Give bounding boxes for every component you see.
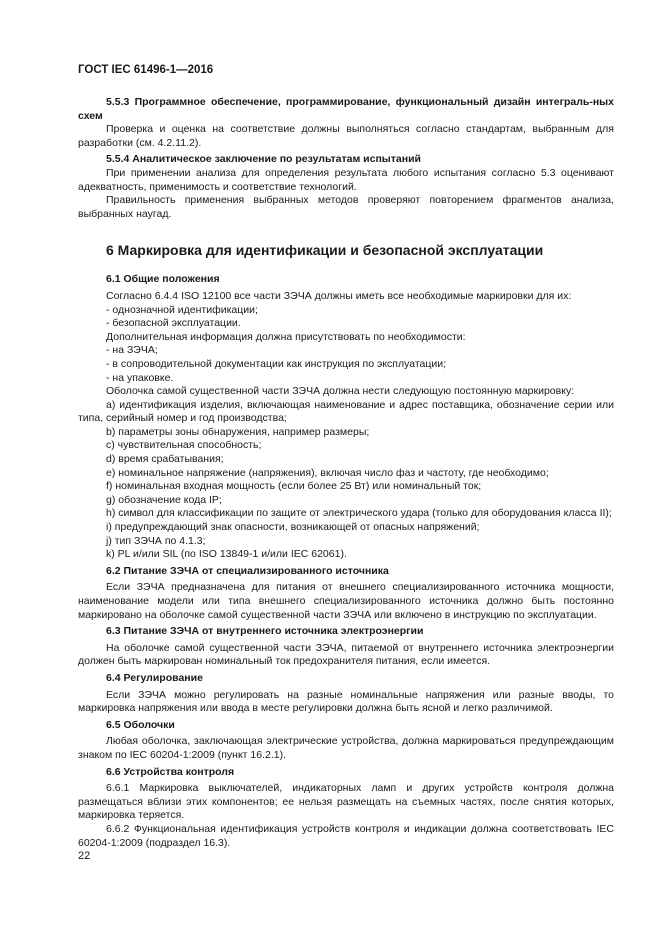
subsection-heading: 6.5 Оболочки xyxy=(106,718,175,731)
document-body xyxy=(78,96,614,850)
subsection-heading: 6.2 Питание ЗЭЧА от специализированного источника xyxy=(106,564,389,577)
paragraph: - на ЗЭЧА; xyxy=(106,344,158,357)
document-header: ГОСТ IEC 61496-1—2016 xyxy=(78,64,214,76)
paragraph: j) тип ЗЭЧА по 4.1.3; xyxy=(106,534,206,547)
subsection-heading: 6.6 Устройства контроля xyxy=(106,765,235,778)
paragraph: Проверка и оценка на соответствие должны выполняться согласно стандартам, выбранным для разработки (см. 4.2.11.2). xyxy=(78,123,614,149)
paragraph: i) предупреждающий знак опасности, возникающей от опасных напряжений; xyxy=(106,521,480,534)
paragraph: e) номинальное напряжение (напряжения), включая число фаз и частоту, где необходимо; xyxy=(106,466,549,479)
subsection-heading: 5.5.4 Аналитическое заключение по результатам испытаний xyxy=(106,153,421,166)
paragraph: - в сопроводительной документации как инструкция по эксплуатации; xyxy=(106,357,447,370)
page-number: 22 xyxy=(78,850,91,862)
paragraph: Если ЗЭЧА можно регулировать на разные номинальные напряжения или разные вводы, то маркировка напряжения или ввода в месте регулировки должна быть ясной и легко различимой. xyxy=(78,688,614,715)
section-heading: 6 Маркировка для идентификации и безопасной эксплуатации xyxy=(106,242,544,259)
paragraph: Любая оболочка, заключающая электрические устройства, должна маркироваться предупреждающим знаком по IEC 60204-1:2009 (пункт 16.2.1). xyxy=(78,735,614,761)
paragraph: 6.6.2 Функциональная идентификация устройств контроля и индикации должна соответствовать IEC 60204-1:2009 (подраздел 16.3). xyxy=(78,822,614,849)
paragraph: b) параметры зоны обнаружения, например размеры; xyxy=(106,425,370,438)
subsection-heading: 6.3 Питание ЗЭЧА от внутреннего источника электроэнергии xyxy=(106,625,424,638)
paragraph: k) PL и/или SIL (по ISO 13849-1 и/или IEC 62061). xyxy=(106,548,347,561)
subsection-heading: 6.4 Регулирование xyxy=(106,671,203,684)
paragraph: На оболочке самой существенной части ЗЭЧА, питаемой от внутреннего источника электроэнергии должен быть маркирован номинальный ток предохранителя питания, если имеется. xyxy=(78,641,614,668)
paragraph: - однозначной идентификации; xyxy=(106,303,258,316)
paragraph: Оболочка самой существенной части ЗЭЧА должна нести следующую постоянную маркировку: xyxy=(106,385,575,398)
paragraph: Согласно 6.4.4 ISO 12100 все части ЗЭЧА должны иметь все необходимые маркировки для их: xyxy=(106,289,572,302)
paragraph: d) время срабатывания; xyxy=(106,453,224,466)
paragraph: f) номинальная входная мощность (если более 25 Вт) или номинальный ток; xyxy=(106,480,482,493)
paragraph: - на упаковке. xyxy=(106,371,174,384)
paragraph: Дополнительная информация должна присутствовать по необходимости: xyxy=(106,330,466,343)
paragraph: - безопасной эксплуатации. xyxy=(106,317,241,330)
paragraph: 6.6.1 Маркировка выключателей, индикаторных ламп и других устройств контроля должна размещаться вблизи этих компонентов; ее нельзя размещать на съемных частях, после снятия которых, маркировка теряется. xyxy=(78,782,614,822)
paragraph: Правильность применения выбранных методов проверяют повторением фрагментов анализа, выбранных наугад. xyxy=(78,194,614,220)
paragraph: h) символ для классификации по защите от электрического удара (только для оборудования класса II); xyxy=(106,507,612,520)
subsection-heading: 5.5.3 Программное обеспечение, программирование, функциональный дизайн интеграль-ных схем xyxy=(78,96,614,122)
paragraph: g) обозначение кода IP; xyxy=(106,493,222,506)
subsection-heading: 6.1 Общие положения xyxy=(106,273,220,286)
paragraph: Если ЗЭЧА предназначена для питания от внешнего специализированного источника мощности, наименование модели или типа внешнего специализированного источника должно быть постоянно маркировано на оболочке самой существенной части ЗЭЧА или включено в инструкцию по эксплуатации. xyxy=(78,581,614,621)
paragraph: a) идентификация изделия, включающая наименование и адрес поставщика, обозначение серии или типа, серийный номер и год производства; xyxy=(78,398,614,425)
paragraph: c) чувствительная способность; xyxy=(106,439,262,452)
paragraph: При применении анализа для определения результата любого испытания согласно 5.3 оценивают адекватность, применимость и соответствие технологий. xyxy=(78,166,614,193)
